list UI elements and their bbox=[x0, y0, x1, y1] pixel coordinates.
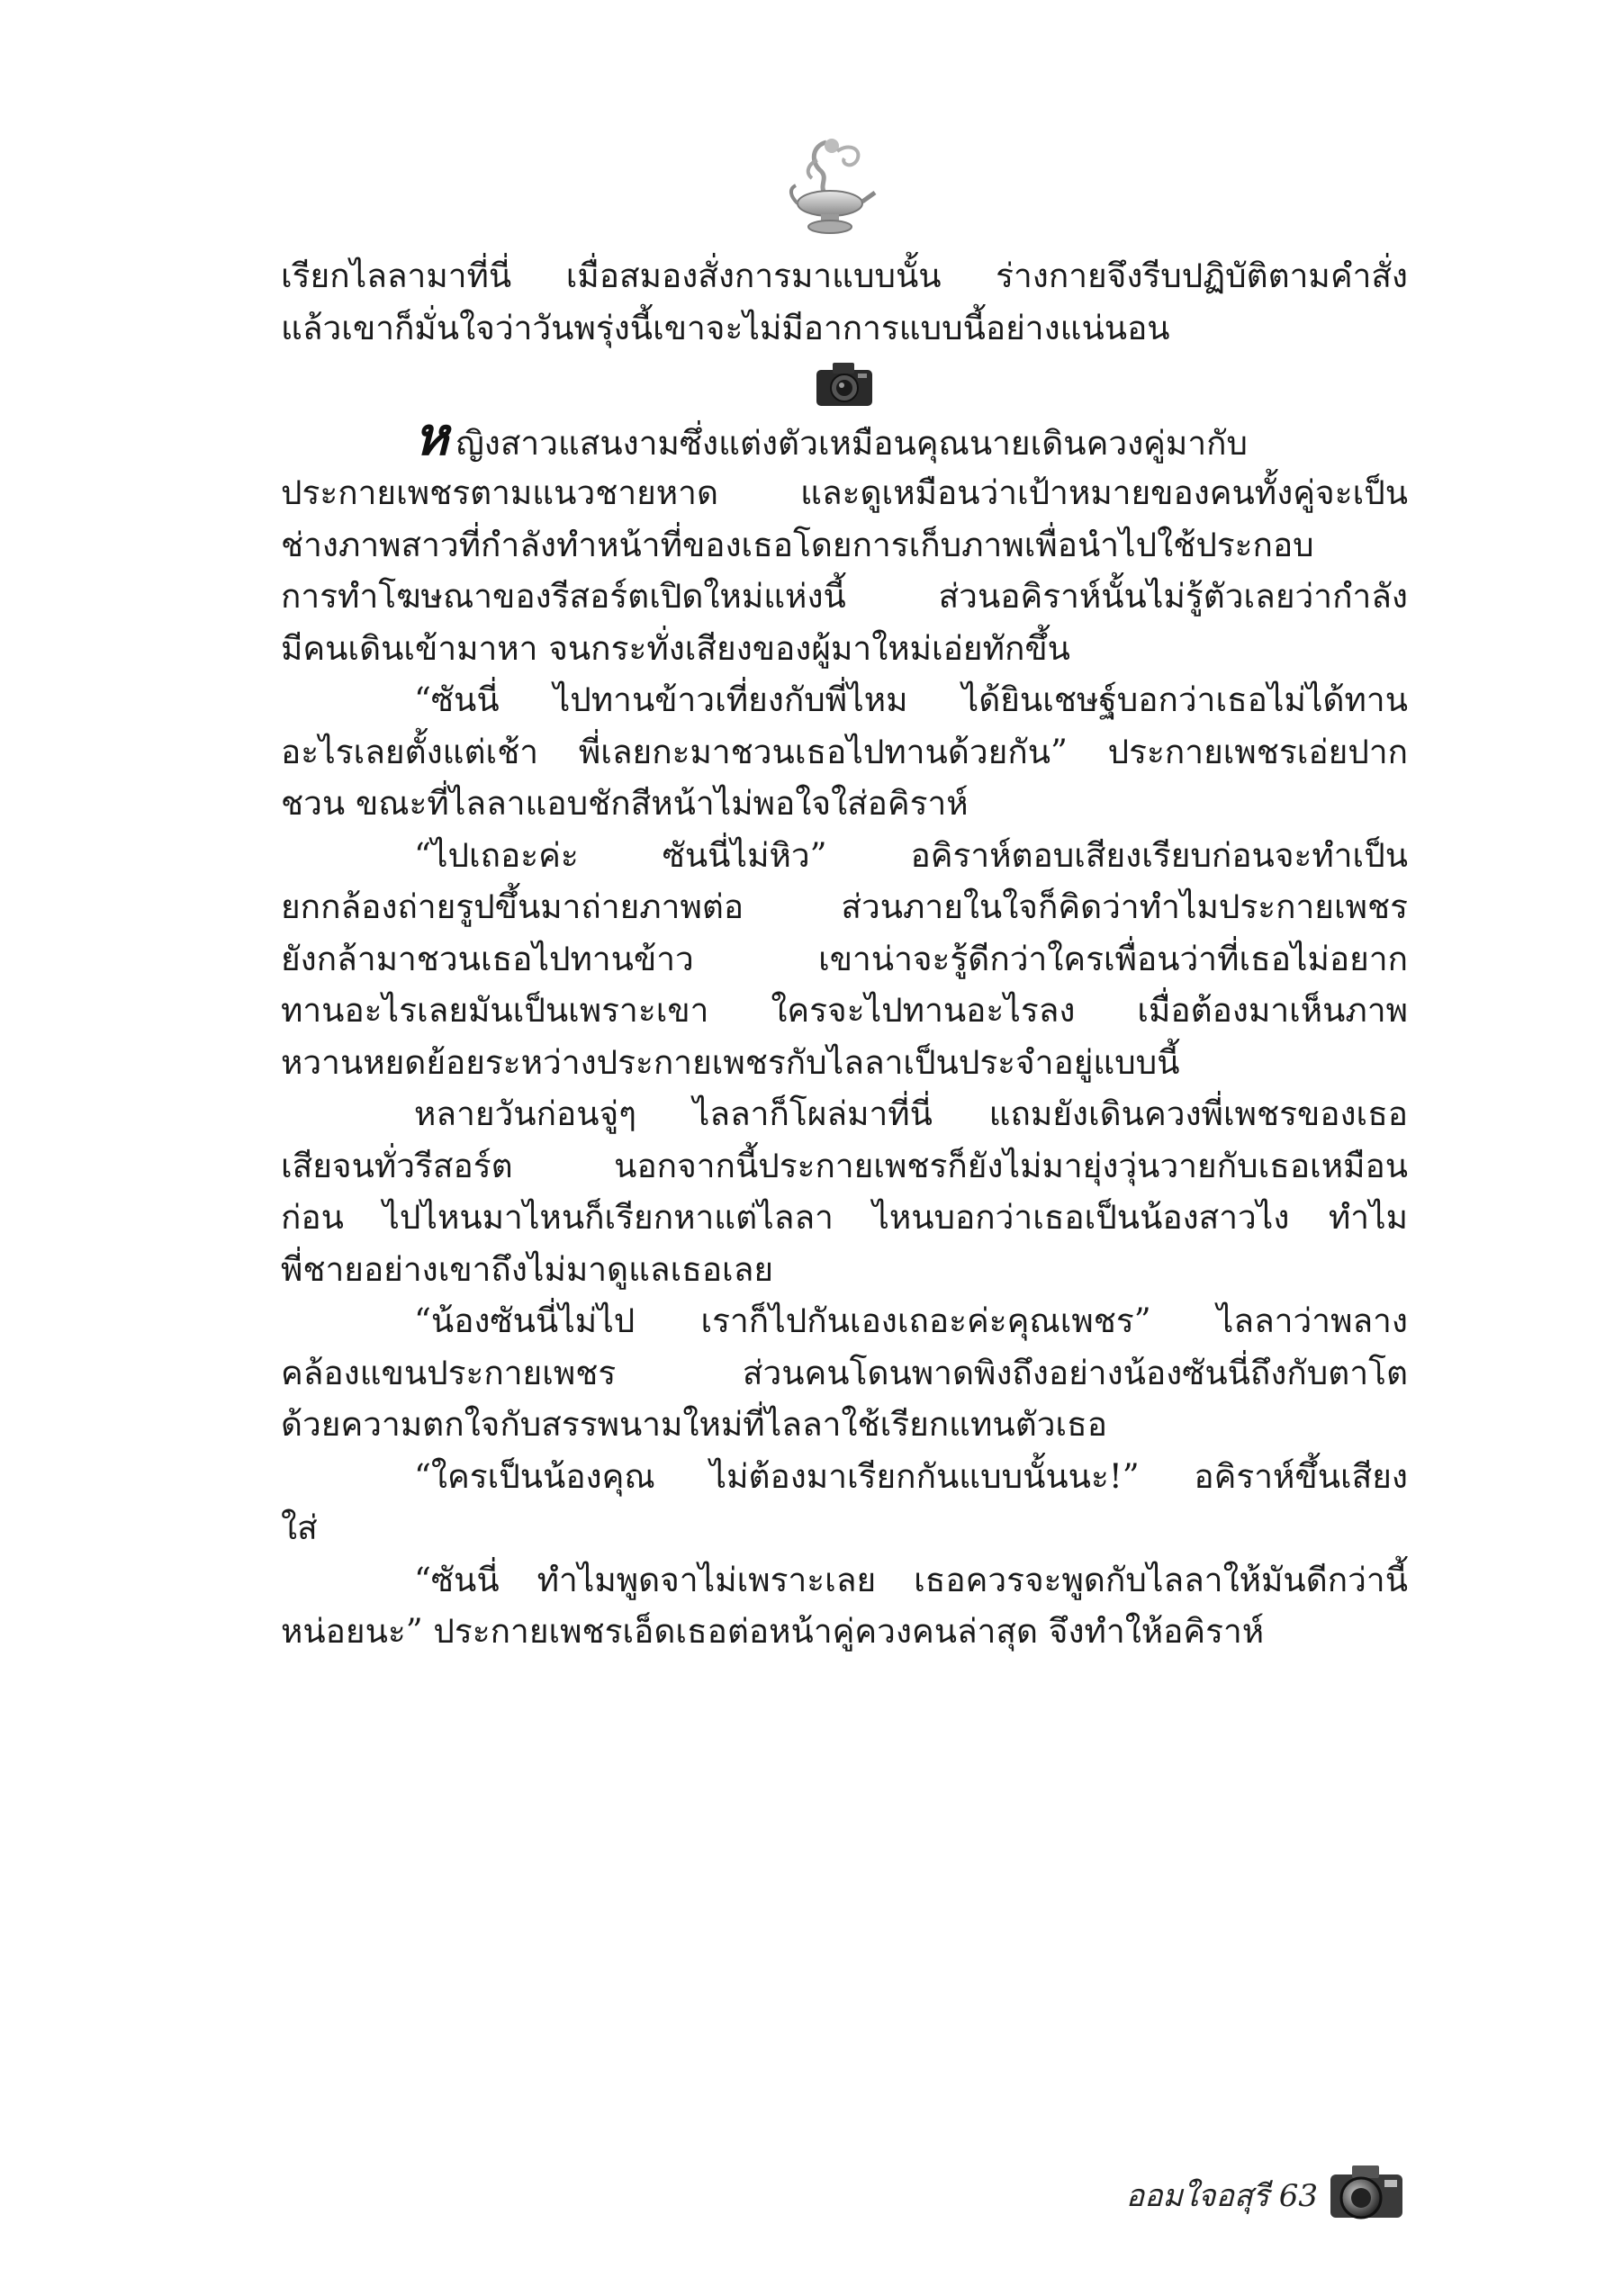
text-line: พี่ชายอย่างเขาถึงไม่มาดูแลเธอเลย bbox=[281, 1249, 774, 1289]
book-title: ออมใจอสุรี bbox=[1125, 2178, 1269, 2214]
text-line: ยังกล้ามาชวนเธอไปทานข้าว เขาน่าจะรู้ดีกว่าใครเพื่อนว่าที่เธอไม่อยาก bbox=[281, 939, 1408, 978]
page-footer bbox=[1125, 2160, 1413, 2223]
dropcap-line-rest: ญิงสาวแสนงามซึ่งแต่งตัวเหมือนคุณนายเดินควงคู่มากับ bbox=[455, 424, 1248, 463]
text-line: ยกกล้องถ่ายรูปขึ้นมาถ่ายภาพต่อ ส่วนภายในใจก็คิดว่าทำไมประกายเพชร bbox=[281, 887, 1408, 926]
text-line: เรียกไลลามาที่นี่ เมื่อสมองสั่งการมาแบบนั้น ร่างกายจึงรีบปฏิบัติตามคำสั่ง bbox=[281, 257, 1408, 295]
text-line: คล้องแขนประกายเพชร ส่วนคนโดนพาดพิงถึงอย่างน้องซันนี่ถึงกับตาโต bbox=[281, 1353, 1408, 1392]
paragraph-5 bbox=[281, 1295, 1408, 1451]
text-line: ใส่ bbox=[281, 1508, 318, 1547]
text-line: “ไปเถอะค่ะ ซันนี่ไม่หิว” อคิราห์ตอบเสียงเรียบก่อนจะทำเป็น bbox=[414, 835, 1408, 875]
text-line: “ใครเป็นน้องคุณ ไม่ต้องมาเรียกกันแบบนั้นนะ!” อคิราห์ขึ้นเสียง bbox=[414, 1456, 1408, 1496]
dropcap-line bbox=[281, 406, 1408, 467]
paragraph-1 bbox=[281, 467, 1408, 674]
text-line: ชวน ขณะที่ไลลาแอบชักสีหน้าไม่พอใจใส่อคิราห์ bbox=[281, 784, 969, 823]
paragraph-6 bbox=[281, 1451, 1408, 1554]
camera-icon bbox=[1325, 2160, 1408, 2223]
text-line: “ซันนี่ ทำไมพูดจาไม่เพราะเลย เธอควรจะพูดกับไลลาให้มันดีกว่านี้ bbox=[414, 1560, 1408, 1599]
text-line: “น้องซันนี่ไม่ไป เราก็ไปกันเองเถอะค่ะคุณเพชร” ไลลาว่าพลาง bbox=[414, 1301, 1408, 1340]
text-line: ก่อน ไปไหนมาไหนก็เรียกหาแต่ไลลา ไหนบอกว่าเธอเป็นน้องสาวไง ทำไม bbox=[281, 1198, 1408, 1237]
text-line: การทำโฆษณาของรีสอร์ตเปิดใหม่แห่งนี้ ส่วนอคิราห์นั้นไม่รู้ตัวเลยว่ากำลัง bbox=[281, 577, 1408, 616]
paragraph-3 bbox=[281, 830, 1408, 1089]
footer-label bbox=[1125, 2171, 1318, 2219]
text-line: เสียจนทั่วรีสอร์ต นอกจากนี้ประกายเพชรก็ยังไม่มายุ่งวุ่นวายกับเธอเหมือน bbox=[281, 1146, 1408, 1185]
text-line: ด้วยความตกใจกับสรรพนามใหม่ที่ไลลาใช้เรียกแทนตัวเธอ bbox=[281, 1405, 1107, 1444]
text-line: หลายวันก่อนจู่ๆ ไลลาก็โผล่มาที่นี่ แถมยังเดินควงพี่เพชรของเธอ bbox=[414, 1094, 1408, 1133]
text-line: หวานหยดย้อยระหว่างประกายเพชรกับไลลาเป็นประจำอยู่แบบนี้ bbox=[281, 1042, 1180, 1082]
text-line: มีคนเดินเข้ามาหา จนกระทั่งเสียงของผู้มาใหม่เอ่ยทักขึ้น bbox=[281, 628, 1070, 668]
text-line: “ซันนี่ ไปทานข้าวเที่ยงกับพี่ไหม ได้ยินเชษฐ์บอกว่าเธอไม่ได้ทาน bbox=[414, 680, 1408, 719]
body-text bbox=[281, 250, 1408, 1658]
text-line: ทานอะไรเลยมันเป็นเพราะเขา ใครจะไปทานอะไรลง เมื่อต้องมาเห็นภาพ bbox=[281, 991, 1408, 1030]
text-line: หน่อยนะ” ประกายเพชรเอ็ดเธอต่อหน้าคู่ควงคนล่าสุด จึงทำให้อคิราห์ bbox=[281, 1612, 1265, 1651]
text-line: อะไรเลยตั้งแต่เช้า พี่เลยกะมาชวนเธอไปทานด้วยกัน” ประกายเพชรเอ่ยปาก bbox=[281, 732, 1408, 771]
text-line: ช่างภาพสาวที่กำลังทำหน้าที่ของเธอโดยการเก็บภาพเพื่อนำไปใช้ประกอบ bbox=[281, 525, 1314, 564]
page-number: 63 bbox=[1278, 2178, 1318, 2214]
magic-lamp-genie-icon bbox=[785, 133, 879, 238]
paragraph-4 bbox=[281, 1088, 1408, 1295]
paragraph-2 bbox=[281, 674, 1408, 830]
dropcap-letter: ห bbox=[414, 406, 449, 467]
text-line: ประกายเพชรตามแนวชายหาด และดูเหมือนว่าเป้าหมายของคนทั้งคู่จะเป็น bbox=[281, 473, 1408, 512]
camera-icon bbox=[815, 357, 874, 410]
intro-paragraph bbox=[281, 250, 1408, 354]
paragraph-7 bbox=[281, 1554, 1408, 1658]
text-line: แล้วเขาก็มั่นใจว่าวันพรุ่งนี้เขาจะไม่มีอาการแบบนี้อย่างแน่นอน bbox=[281, 308, 1170, 347]
